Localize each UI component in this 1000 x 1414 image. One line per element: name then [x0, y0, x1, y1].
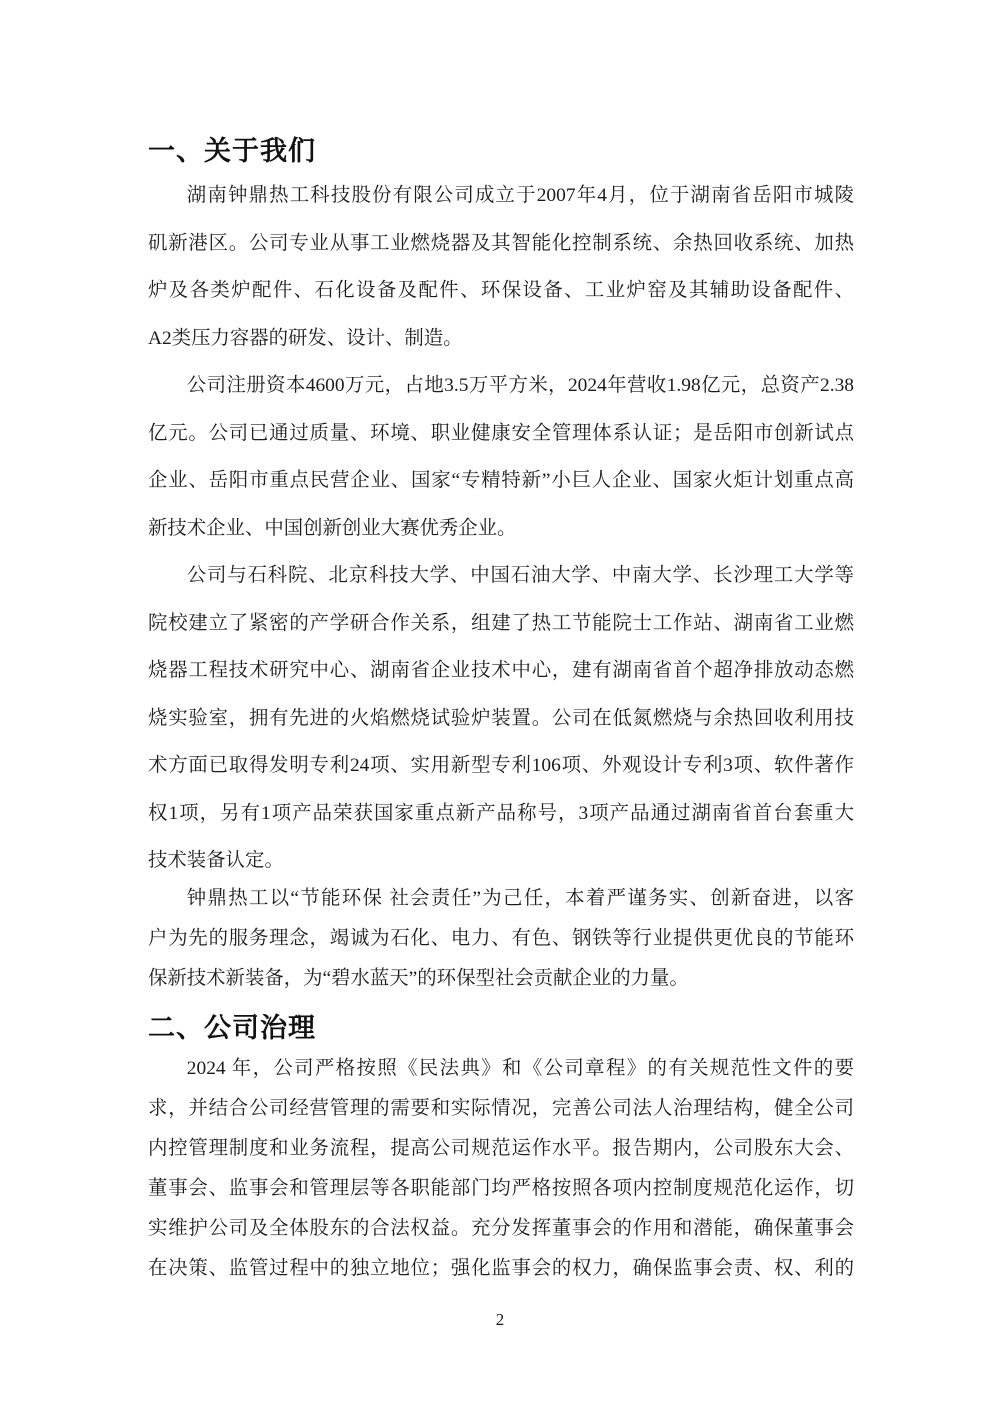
section-1-heading: 一、关于我们 — [148, 136, 316, 166]
text-line: 户为先的服务理念，竭诚为石化、电力、有色、钢铁等行业提供更优良的节能环 — [148, 927, 854, 949]
page-content — [148, 0, 854, 1289]
text-line: 新技术企业、中国创新创业大赛优秀企业。 — [148, 517, 517, 539]
text-line: 实维护公司及全体股东的合法权益。充分发挥董事会的作用和潜能，确保董事会 — [148, 1217, 854, 1239]
text-line: 公司与石科院、北京科技大学、中国石油大学、中南大学、长沙理工大学等 — [186, 565, 854, 586]
text-line: 内控管理制度和业务流程，提高公司规范运作水平。报告期内，公司股东大会、 — [148, 1137, 854, 1159]
text-line: 公司注册资本4600万元，占地3.5万平方米，2024年营收1.98亿元，总资产2.38 — [186, 375, 854, 396]
text-line: 董事会、监事会和管理层等各职能部门均严格按照各项内控制度规范化运作，切 — [148, 1177, 854, 1199]
text-line: 权1项，另有1项产品荣获国家重点新产品称号，3项产品通过湖南省首台套重大 — [148, 802, 854, 824]
text-line: 湖南钟鼎热工科技股份有限公司成立于2007年4月，位于湖南省岳阳市城陵 — [186, 185, 854, 206]
text-line: 在决策、监管过程中的独立地位；强化监事会的权力，确保监事会责、权、利的 — [148, 1257, 854, 1279]
text-line: 炉及各类炉配件、石化设备及配件、环保设备、工业炉窑及其辅助设备配件、 — [148, 280, 854, 301]
text-line: 烧实验室，拥有先进的火焰燃烧试验炉装置。公司在低氮燃烧与余热回收利用技 — [148, 707, 854, 729]
text-line: 企业、岳阳市重点民营企业、国家“专精特新”小巨人企业、国家火炬计划重点高 — [148, 470, 854, 491]
paragraph-company-scale — [148, 362, 854, 552]
text-line: 保新技术新装备，为“碧水蓝天”的环保型社会贡献企业的力量。 — [148, 967, 689, 989]
text-line: 术方面已取得发明专利24项、实用新型专利106项、外观设计专利3项、软件著作 — [148, 755, 854, 776]
section-2-heading: 二、公司治理 — [148, 1012, 316, 1043]
text-line: 院校建立了紧密的产学研合作关系，组建了热工节能院士工作站、湖南省工业燃 — [148, 612, 854, 634]
page-number: 2 — [495, 1310, 505, 1329]
text-line: A2类压力容器的研发、设计、制造。 — [148, 327, 463, 349]
text-line: 技术装备认定。 — [148, 850, 284, 871]
paragraph-mission — [148, 879, 854, 999]
paragraph-research-cooperation — [148, 552, 854, 885]
text-line: 矶新港区。公司专业从事工业燃烧器及其智能化控制系统、余热回收系统、加热 — [148, 232, 854, 254]
text-line: 烧器工程技术研究中心、湖南省企业技术中心，建有湖南省首个超净排放动态燃 — [148, 660, 854, 681]
paragraph-about-intro — [148, 172, 854, 362]
text-line: 2024 年，公司严格按照《民法典》和《公司章程》的有关规范性文件的要 — [186, 1057, 854, 1079]
text-line: 亿元。公司已通过质量、环境、职业健康安全管理体系认证；是岳阳市创新试点 — [148, 422, 854, 444]
text-line: 求，并结合公司经营管理的需要和实际情况，完善公司法人治理结构，健全公司 — [148, 1097, 854, 1119]
text-line: 钟鼎热工以“节能环保 社会责任”为己任，本着严谨务实、创新奋进，以客 — [186, 887, 854, 909]
paragraph-governance — [148, 1049, 854, 1289]
